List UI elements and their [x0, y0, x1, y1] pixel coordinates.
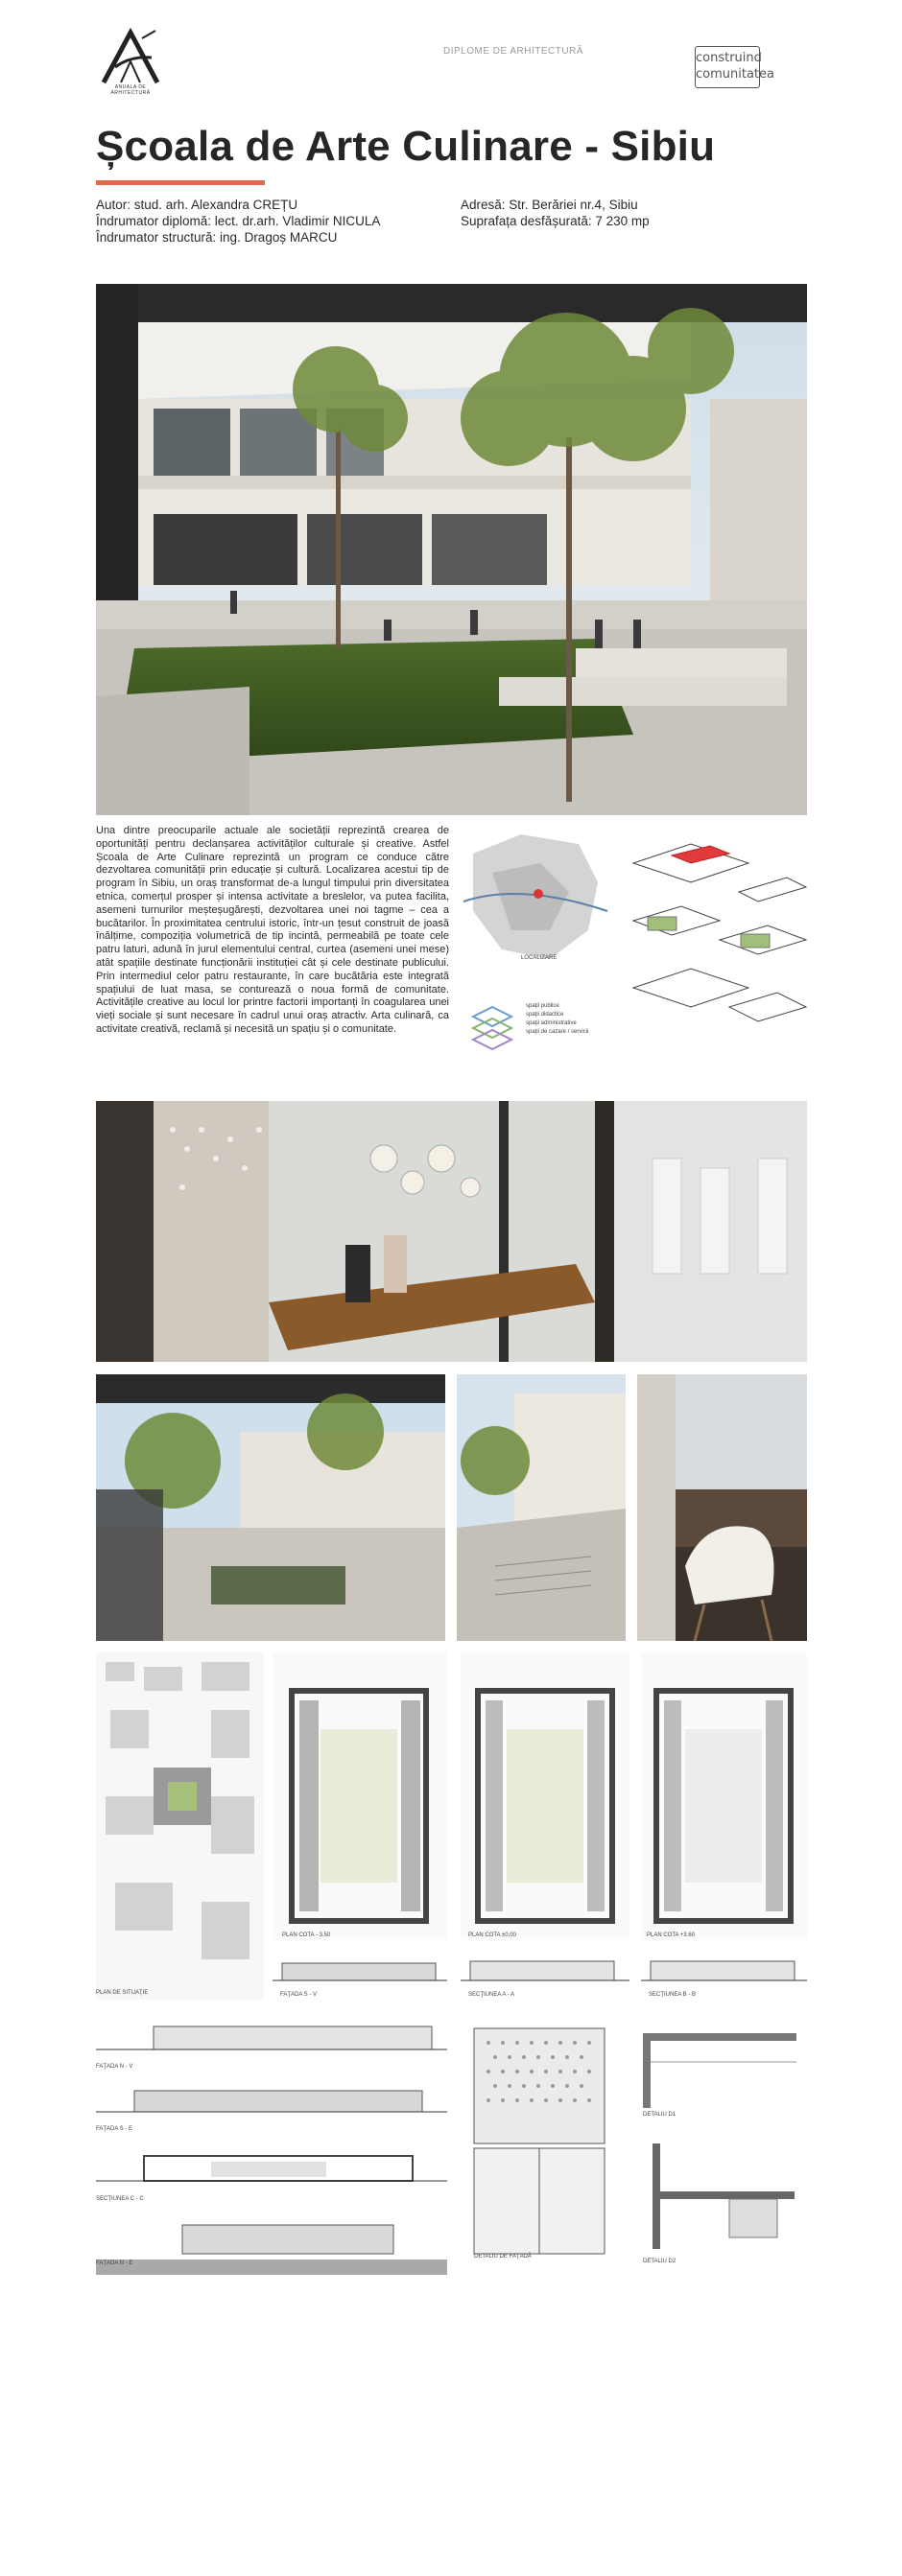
facade-sv-label: FAŢADA S - V [280, 1992, 318, 1998]
location-map [463, 825, 607, 969]
series-label: DIPLOME DE ARHITECTURĂ [442, 46, 584, 57]
section-cc-drawing [96, 2148, 447, 2190]
facade-detail-drawing [464, 2024, 614, 2263]
logo-text: ANUALA DE ARHITECTURĂ [110, 84, 151, 96]
site-plan-label: PLAN DE SITUAŢIE [96, 1990, 149, 1996]
legend-item-3: spaţii administrative [526, 1020, 577, 1026]
advisor-line: Îndrumator diplomă: lect. dr.arh. Vladimir NICULA [96, 214, 381, 228]
address-line: Adresă: Str. Berăriei nr.4, Sibiu [461, 198, 638, 212]
section-bb-label: SECŢIUNEA B - B [649, 1992, 697, 1998]
legend-item-1: spaţii publice [526, 1003, 559, 1009]
plan-level-plus-label: PLAN COTA +3.60 [647, 1932, 696, 1938]
school-logo [96, 29, 165, 96]
stairs-view-render [457, 1374, 626, 1641]
plan-level-zero-drawing [461, 1652, 629, 1940]
section-cc-label: SECŢIUNEA C - C [96, 2196, 144, 2202]
facade-sv-drawing [273, 1952, 447, 1998]
courtyard-view-render [96, 1374, 445, 1641]
facade-nv-drawing [96, 2019, 447, 2057]
facade-nv-label: FAŢADA N - V [96, 2064, 133, 2070]
plan-level-minus-drawing [273, 1652, 447, 1940]
detail-d1-drawing [633, 2024, 807, 2119]
title-underline [96, 180, 265, 185]
detail-d1-label: DETALIU D1 [643, 2112, 676, 2118]
section-aa-label: SECŢIUNEA A - A [468, 1992, 515, 1998]
credits-left [96, 197, 380, 246]
project-title: Școala de Arte Culinare - Sibiu [96, 123, 716, 170]
section-aa-drawing [461, 1952, 629, 1998]
structure-advisor-line: Îndrumator structură: ing. Dragoș MARCU [96, 230, 338, 245]
brand-logo [695, 46, 774, 88]
legend-item-4: spaţii de cazare / servicii [526, 1029, 589, 1035]
project-description: Una dintre preocuparile actuale ale societății reprezintă crearea de oportunități pentru declanșarea activităților culturale și creative. Astfel Școala de Arte Culinare reprezintă un program ce conduce către dezvoltarea comunității prin educație și cultură. Localizarea acestui tip de program în Sibiu, un oraș transformat de-a lungul timpului prin diversitatea etnica, comerțul prosper și intensa activitate a breslelor, va putea facilita, asemeni turnurilor meșteșugărești, dezvoltarea unei noi tagme – cea a bucătarilor. În proximitatea centrului istoric, într-un țesut construit de joasă înălțime, compoziția volumetrică de tip incintă, permeabilă pe toate cele patru laturi, adună în jurul elementului central, curtea (asemeni unei mese) atât spațiile destinate funcționării instituției cât și cele destinate publicului. Prin intermediul celor patru restaurante, în care bucătăria este integrată spațiului de luat masa, se conturează o noua formă de comunitate. Activitățile creative au locul lor printre factorii importanți în coagularea unei vieți sociale și sunt necesare în cadrul unui oraș atractiv. Arta culinară, ca activitate creativă, reclamă și necesită un spațiu și o comunitate. [96, 825, 449, 1035]
hero-courtyard-render [96, 284, 807, 815]
location-label: LOCALIZARE [521, 955, 558, 961]
layered-plan-diagram [463, 997, 521, 1055]
credits-right [461, 197, 650, 229]
area-line: Suprafața desfășurată: 7 230 mp [461, 214, 650, 228]
plan-level-minus-label: PLAN COTA - 3.50 [282, 1932, 331, 1938]
plan-level-plus-drawing [641, 1652, 807, 1940]
facade-se-label: FAŢADA S - E [96, 2126, 133, 2132]
detail-d2-label: DETALIU D2 [643, 2259, 676, 2264]
facade-ne-label: FAŢADA N - E [96, 2260, 133, 2266]
brand-line-1: construind [696, 51, 762, 65]
logo-a-icon [96, 29, 165, 84]
interior-dining-render [96, 1101, 807, 1362]
facade-detail-label: DETALIU DE FAŢADĂ [474, 2254, 532, 2260]
site-plan-drawing [96, 1652, 264, 2000]
brand-line-2: comunitatea [696, 67, 774, 82]
kitchen-chair-render [637, 1374, 807, 1641]
section-bb-drawing [641, 1952, 807, 1998]
diagram-legend [526, 1002, 588, 1037]
detail-d2-drawing [633, 2134, 807, 2268]
facade-ne-drawing [96, 2217, 447, 2275]
facade-se-drawing [96, 2081, 447, 2119]
legend-item-2: spaţii didactice [526, 1012, 564, 1018]
author-line: Autor: stud. arh. Alexandra CREȚU [96, 198, 298, 212]
plan-level-zero-label: PLAN COTA ±0.00 [468, 1932, 516, 1938]
volumetric-diagrams [614, 834, 806, 1045]
